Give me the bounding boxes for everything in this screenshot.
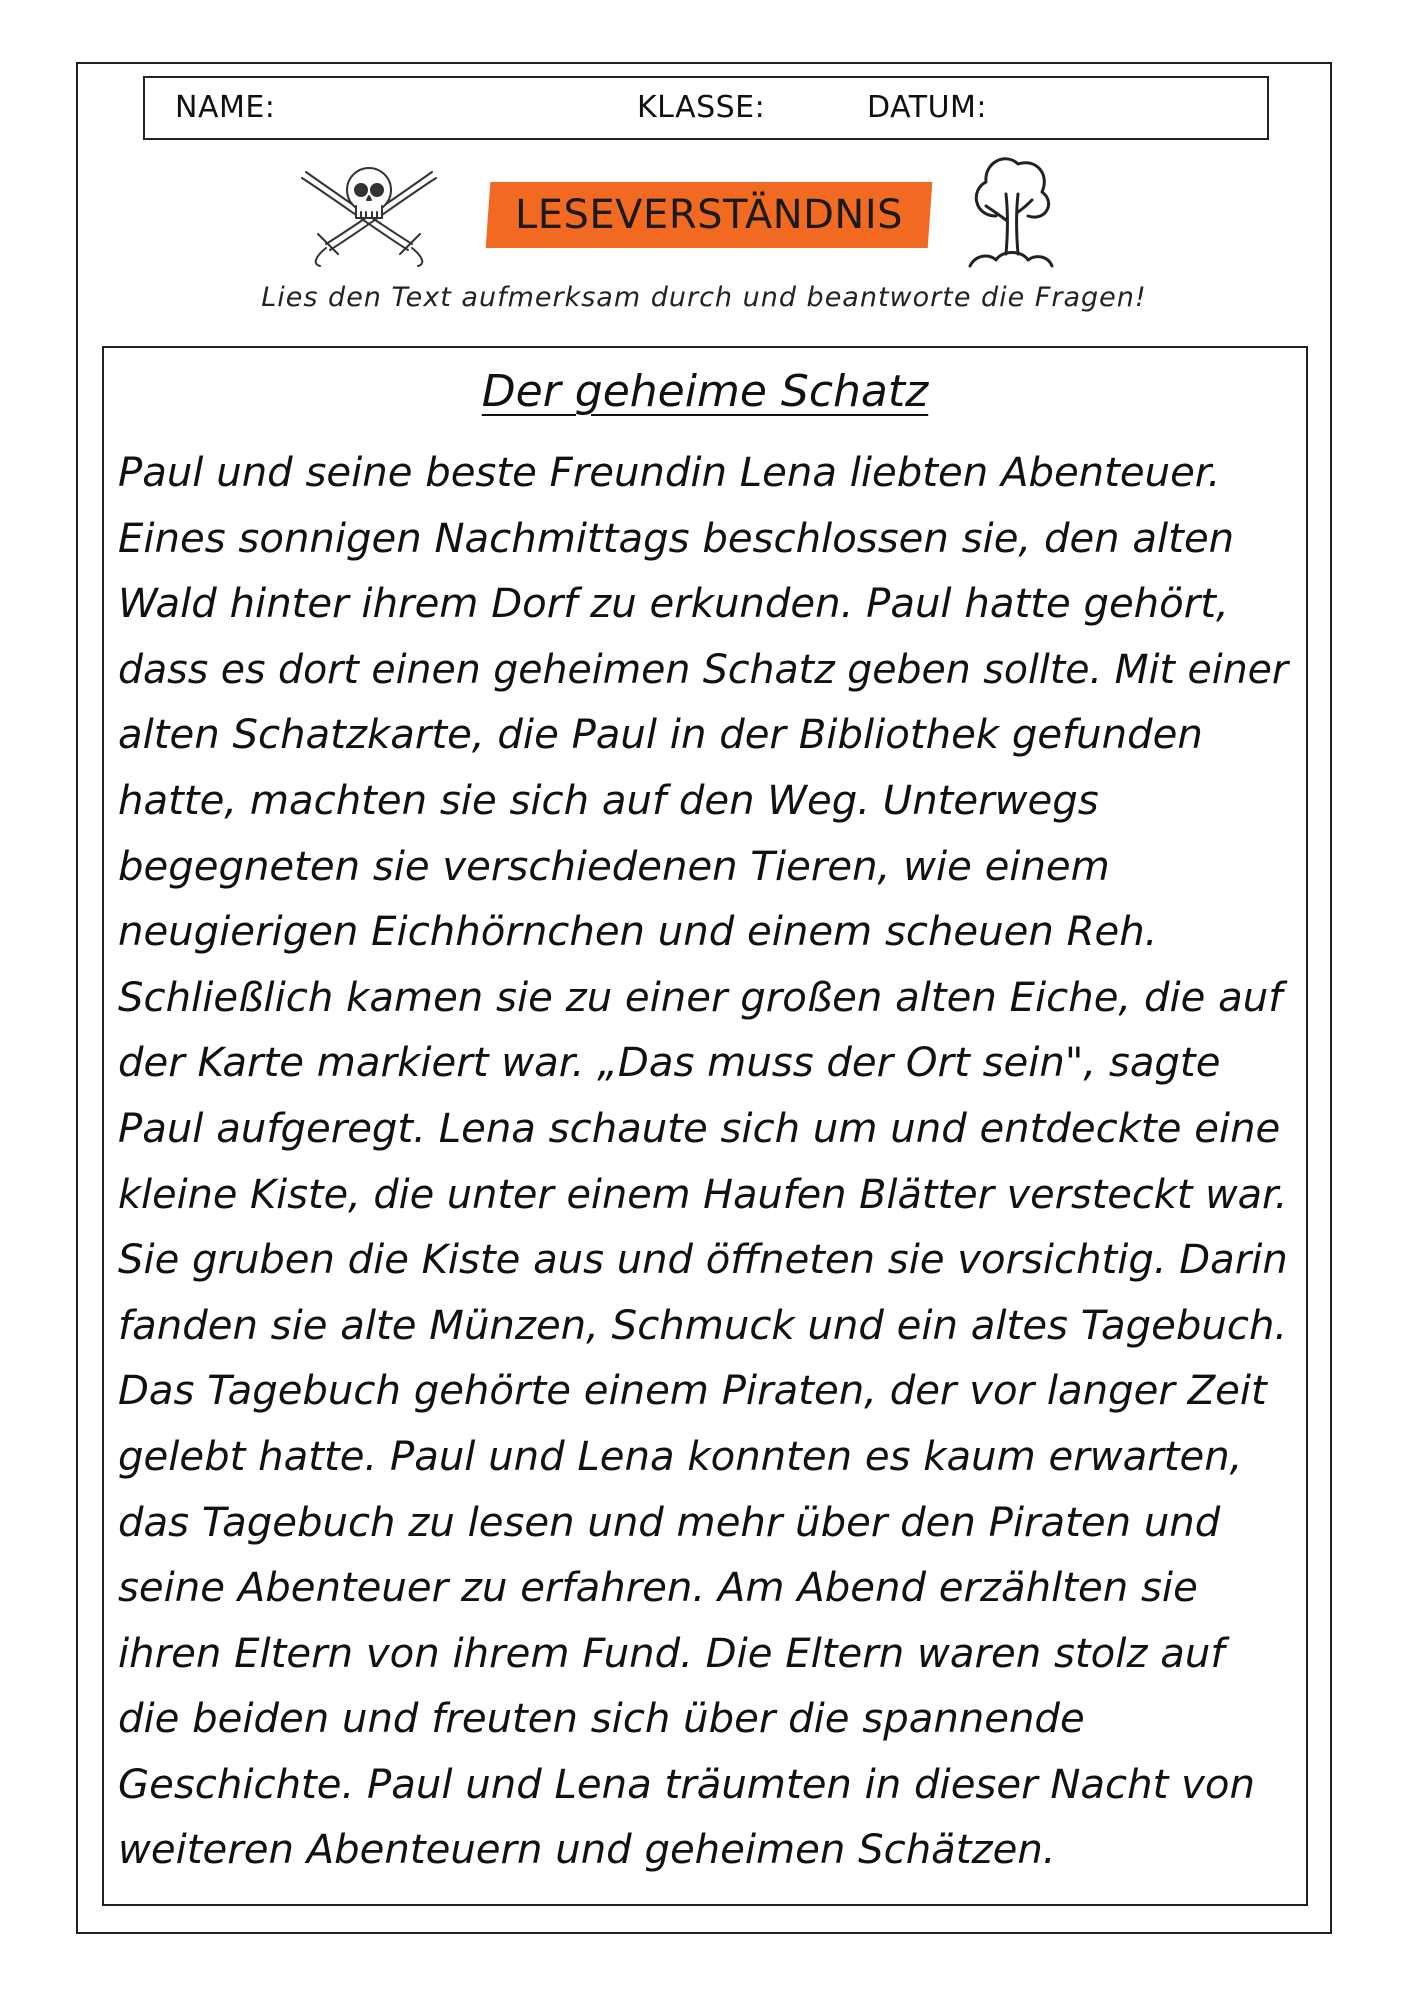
story-line: hatte, machten sie sich auf den Weg. Unterwegs [118,775,1099,824]
name-label: NAME: [175,90,276,125]
story-line: Schließlich kamen sie zu einer großen alten Eiche, die auf [118,972,1283,1021]
story-line: neugierigen Eichhörnchen und einem scheuen Reh. [118,907,1158,956]
story-line: alten Schatzkarte, die Paul in der Bibliothek gefunden [118,710,1203,759]
story-line: gelebt hatte. Paul und Lena konnten es kaum erwarten, [118,1431,1243,1480]
story-line: der Karte markiert war. „Das muss der Ort sein", sagte [118,1038,1221,1087]
story-line: Paul und seine beste Freundin Lena liebten Abenteuer. [118,448,1221,496]
story-line: Paul aufgeregt. Lena schaute sich um und entdeckte eine [118,1103,1281,1152]
story-title [102,362,1308,422]
story-line: das Tagebuch zu lesen und mehr über den Piraten und [118,1497,1221,1546]
story-line: die beiden und freuten sich über die spannende [118,1694,1085,1743]
story-text [118,440,1298,1883]
story-title-text: Der geheime Schatz [481,366,929,417]
story-line: kleine Kiste, die unter einem Haufen Blätter versteckt war. [118,1169,1288,1218]
story-line: seine Abenteuer zu erfahren. Am Abend erzählten sie [118,1563,1198,1612]
story-line: weiteren Abenteuern und geheimen Schätzen. [118,1825,1056,1874]
story-line: Sie gruben die Kiste aus und öffneten sie vorsichtig. Darin [118,1235,1288,1284]
tree-icon [966,150,1058,272]
story-line: Eines sonnigen Nachmittags beschlossen sie, den alten [118,513,1235,562]
story-line: Das Tagebuch gehörte einem Piraten, der vor langer Zeit [118,1366,1267,1415]
worksheet-title: LESEVERSTÄNDNIS [514,192,904,238]
story-line: begegneten sie verschiedenen Tieren, wie einem [118,841,1110,890]
story-line: ihren Eltern von ihrem Fund. Die Eltern waren stolz auf [118,1628,1225,1677]
story-line: fanden sie alte Münzen, Schmuck und ein altes Tagebuch. [118,1300,1288,1349]
student-info-header [143,76,1269,140]
story-line: Geschichte. Paul und Lena träumten in dieser Nacht von [118,1759,1255,1808]
story-line: dass es dort einen geheimen Schatz geben sollte. Mit einer [118,644,1289,693]
instruction-text: Lies den Text aufmerksam durch und beantworte die Fragen! [261,282,1147,313]
datum-label: DATUM: [867,90,988,125]
klasse-label: KLASSE: [637,90,766,125]
story-line: Wald hinter ihrem Dorf zu erkunden. Paul hatte gehört, [118,579,1229,628]
pirate-skull-crossed-swords-icon [296,160,442,268]
